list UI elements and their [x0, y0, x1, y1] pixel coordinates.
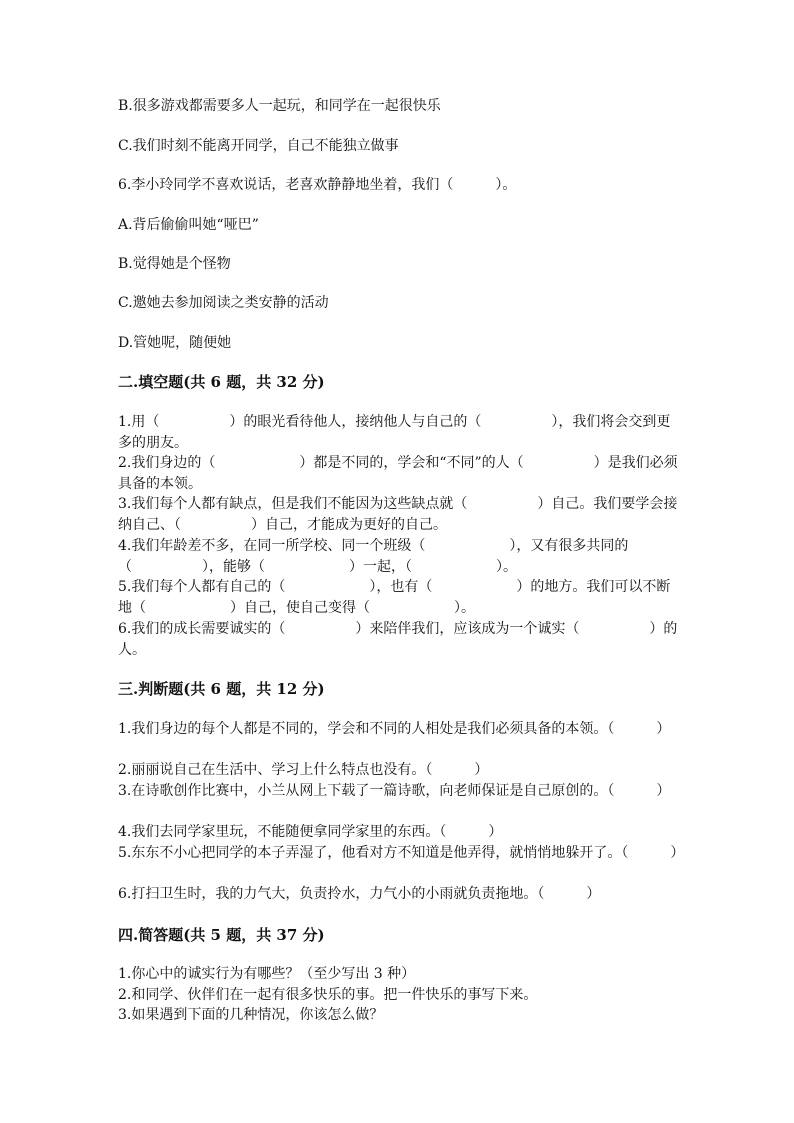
fill-in-item-3: 3.我们每个人都有缺点，但是我们不能因为这些缺点就（ ）自己。我们要学会接纳自己、（ ）自己，才能成为更好的自己。	[118, 496, 678, 533]
section-title-short-answer: 四.简答题(共 5 题，共 37 分)	[118, 926, 325, 944]
fill-in-item-5: 5.我们每个人都有自己的（ ），也有（ ）的地方。我们可以不断地（ ）自己，使自己变得（ ）。	[118, 579, 671, 616]
question-6-option-d: D.管她呢，随便她	[118, 335, 232, 351]
question-6-stem: 6.李小玲同学不喜欢说话，老喜欢静静地坐着，我们（ ）。	[118, 177, 517, 193]
true-false-item-3: 3.在诗歌创作比赛中，小兰从网上下载了一篇诗歌，向老师保证是自己原创的。（ ）	[118, 783, 671, 799]
true-false-item-2: 2.丽丽说自己在生活中、学习上什么特点也没有。（ ）	[118, 762, 489, 778]
true-false-item-4: 4.我们去同学家里玩，不能随便拿同学家里的东西。（ ）	[118, 824, 503, 840]
short-answer-item-2: 2.和同学、伙伴们在一起有很多快乐的事。把一件快乐的事写下来。	[118, 987, 538, 1003]
section-title-fill-in: 二.填空题(共 6 题，共 32 分)	[118, 373, 325, 391]
fill-in-item-2: 2.我们身边的（ ）都是不同的，学会和“不同”的人（ ）是我们必须具备的本领。	[118, 455, 678, 492]
fill-in-item-1: 1.用（ ）的眼光看待他人，接纳他人与自己的（ ），我们将会交到更多的朋友。	[118, 414, 671, 451]
true-false-item-1: 1.我们身边的每个人都是不同的，学会和不同的人相处是我们必须具备的本领。（ ）	[118, 721, 671, 737]
option-c: C.我们时刻不能离开同学，自己不能独立做事	[118, 138, 399, 154]
short-answer-item-1: 1.你心中的诚实行为有哪些？（至少写出 3 种）	[118, 966, 416, 982]
question-6-option-c: C.邀她去参加阅读之类安静的活动	[118, 295, 329, 311]
question-6-option-a: A.背后偷偷叫她“哑巴”	[118, 217, 259, 233]
option-b: B.很多游戏都需要多人一起玩，和同学在一起很快乐	[118, 98, 441, 114]
question-6-option-b: B.觉得她是个怪物	[118, 256, 231, 272]
true-false-item-6: 6.打扫卫生时，我的力气大，负责拎水，力气小的小雨就负责拖地。（ ）	[118, 886, 601, 902]
short-answer-item-3: 3.如果遇到下面的几种情况，你该怎么做？	[118, 1007, 384, 1023]
fill-in-item-4: 4.我们年龄差不多，在同一所学校、同一个班级（ ），又有很多共同的（ ），能够（ ）一起，（ ）。	[118, 538, 629, 575]
fill-in-item-6: 6.我们的成长需要诚实的（ ）来陪伴我们，应该成为一个诚实（ ）的人。	[118, 621, 678, 658]
section-title-true-false: 三.判断题(共 6 题，共 12 分)	[118, 680, 325, 698]
true-false-item-5: 5.东东不小心把同学的本子弄湿了，他看对方不知道是他弄得，就悄悄地躲开了。（ ）	[118, 845, 685, 861]
